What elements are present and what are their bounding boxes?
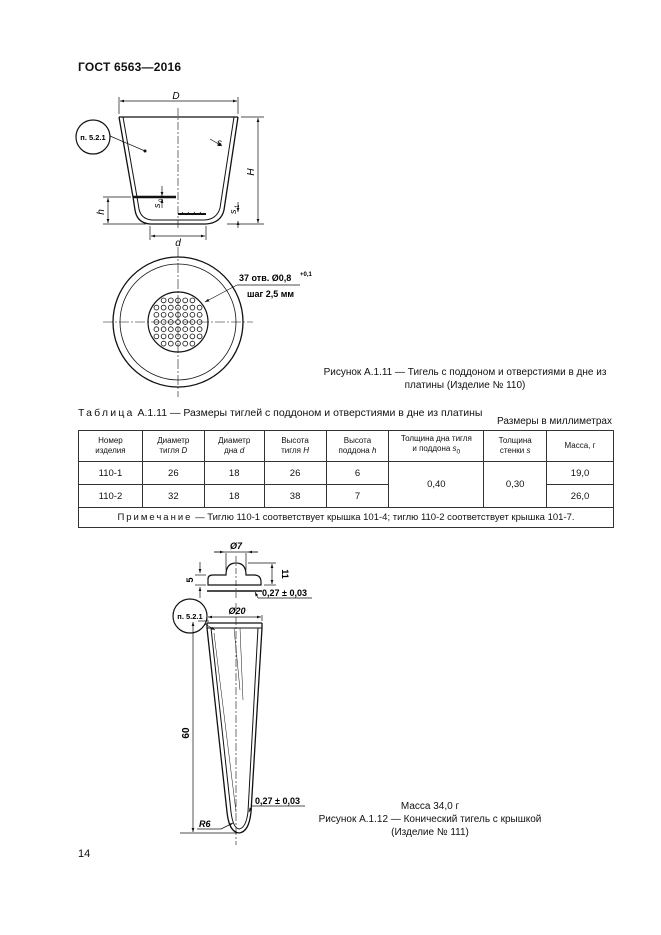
hole-icon [168,305,173,310]
table-header-row [79,431,614,462]
hole-icon [168,312,173,317]
hole-icon [161,305,166,310]
figure-a112-caption [300,800,560,839]
col-header-mass: Масса, г [547,431,614,462]
hole-icon [190,327,195,332]
figure-a112-caption-line1: Рисунок А.1.12 — Конический тигель с крышкой [318,814,542,825]
cell-d: 18 [204,485,264,508]
table-note-row [79,508,614,528]
holes-tolerance: +0,1 [300,272,312,278]
crucible-dimensions [103,97,264,240]
hole-icon [168,298,173,303]
hole-icon [161,327,166,332]
holes-callout: 37 отв. Ø0,8 [239,273,292,283]
hole-icon [190,305,195,310]
conical-crucible-body [207,603,262,845]
label-H: H [246,168,257,176]
hole-icon [183,298,188,303]
cell-h: 7 [326,485,389,508]
hole-icon [190,341,195,346]
dim-wall-thickness: 0,27 ± 0,03 [255,796,300,806]
page-number: 14 [78,848,91,860]
cell-mass: 26,0 [547,485,614,508]
hole-icon [161,312,166,317]
hole-icon [154,327,159,332]
figure-a112-caption-line2: (Изделие № 111) [391,827,469,838]
cell-d: 18 [204,462,264,485]
dim-diameter-20: Ø20 [228,606,246,616]
figure-a112-mass: Масса 34,0 г [400,801,460,812]
hole-icon [168,341,173,346]
hole-icon [161,341,166,346]
label-s1: s [228,209,238,214]
dim-lid-thickness: 0,27 ± 0,03 [262,588,307,598]
hole-icon [197,305,202,310]
figure-a111-caption [300,366,630,392]
bottom-holes [154,298,202,346]
cell-s-merged: 0,30 [484,462,547,508]
label-s0: s [152,203,162,208]
hole-icon [197,312,202,317]
figure-a111-caption-line1: Рисунок А.1.11 — Тигель с поддоном и отверстиями в дне из [323,367,607,378]
cell-D: 32 [142,485,204,508]
table-note-text: — Тиглю 110-1 соответствует крышка 101-4; тиглю 110-2 соответствует крышка 101-7. [192,512,575,523]
dim-5: 5 [185,577,195,583]
hole-icon [183,341,188,346]
label-h: h [96,209,107,215]
cell-H: 38 [264,485,326,508]
holes-pitch: шаг 2,5 мм [247,289,295,299]
hole-icon [154,312,159,317]
label-D: D [172,91,180,102]
hole-icon [161,334,166,339]
table-units: Размеры в миллиметрах [497,416,612,427]
col-header-number: Номер изделия [79,431,143,462]
conical-crucible-lid [207,556,262,600]
dim-60: 60 [181,727,192,739]
dim-radius-6: R6 [199,819,211,829]
hole-icon [168,327,173,332]
cell-s0-merged: 0,40 [389,462,484,508]
hole-icon [197,327,202,332]
hole-icon [161,298,166,303]
table-caption-word: Таблица [78,407,135,419]
figure-a111-caption-line2: платины (Изделие № 110) [404,380,526,391]
hole-icon [183,334,188,339]
table-note-word: Примечание [117,512,193,523]
reference-text-a111: п. 5.2.1 [80,133,106,142]
standard-header: ГОСТ 6563—2016 [78,60,182,74]
label-s1-sub: 1 [235,204,241,208]
hole-icon [183,305,188,310]
hole-icon [154,334,159,339]
col-header-H: Высота тигля H [264,431,326,462]
col-header-D: Диаметр тигля D [142,431,204,462]
col-header-h: Высота поддона h [326,431,389,462]
dim-11: 11 [280,569,290,579]
hole-icon [190,298,195,303]
crucible-side-view [119,108,238,230]
table-caption-text: А.1.11 — Размеры тиглей с поддоном и отверстиями в дне из платины [134,407,483,419]
cell-h: 6 [326,462,389,485]
reference-text-a112: п. 5.2.1 [177,612,203,621]
table-caption [78,407,482,419]
hole-icon [197,334,202,339]
col-header-s0: Толщина дна тигля и поддона $s_0$ [389,431,484,462]
hole-icon [183,327,188,332]
crucible-top-view [103,247,253,397]
cell-mass: 19,0 [547,462,614,485]
cell-number: 110-1 [79,462,143,485]
label-d: d [175,238,181,249]
table-note [79,508,614,528]
label-s: s [217,138,222,149]
col-header-s: Толщина стенки s [484,431,547,462]
dimensions-table [78,430,614,528]
hole-icon [190,334,195,339]
cell-number: 110-2 [79,485,143,508]
dim-diameter-7: Ø7 [229,541,243,551]
cell-D: 26 [142,462,204,485]
label-s0-sub: 0 [159,198,165,202]
hole-icon [183,312,188,317]
hole-icon [190,312,195,317]
hole-icon [154,305,159,310]
table-row [79,462,614,485]
col-header-d: Диаметр дна d [204,431,264,462]
hole-icon [168,334,173,339]
cell-H: 26 [264,462,326,485]
